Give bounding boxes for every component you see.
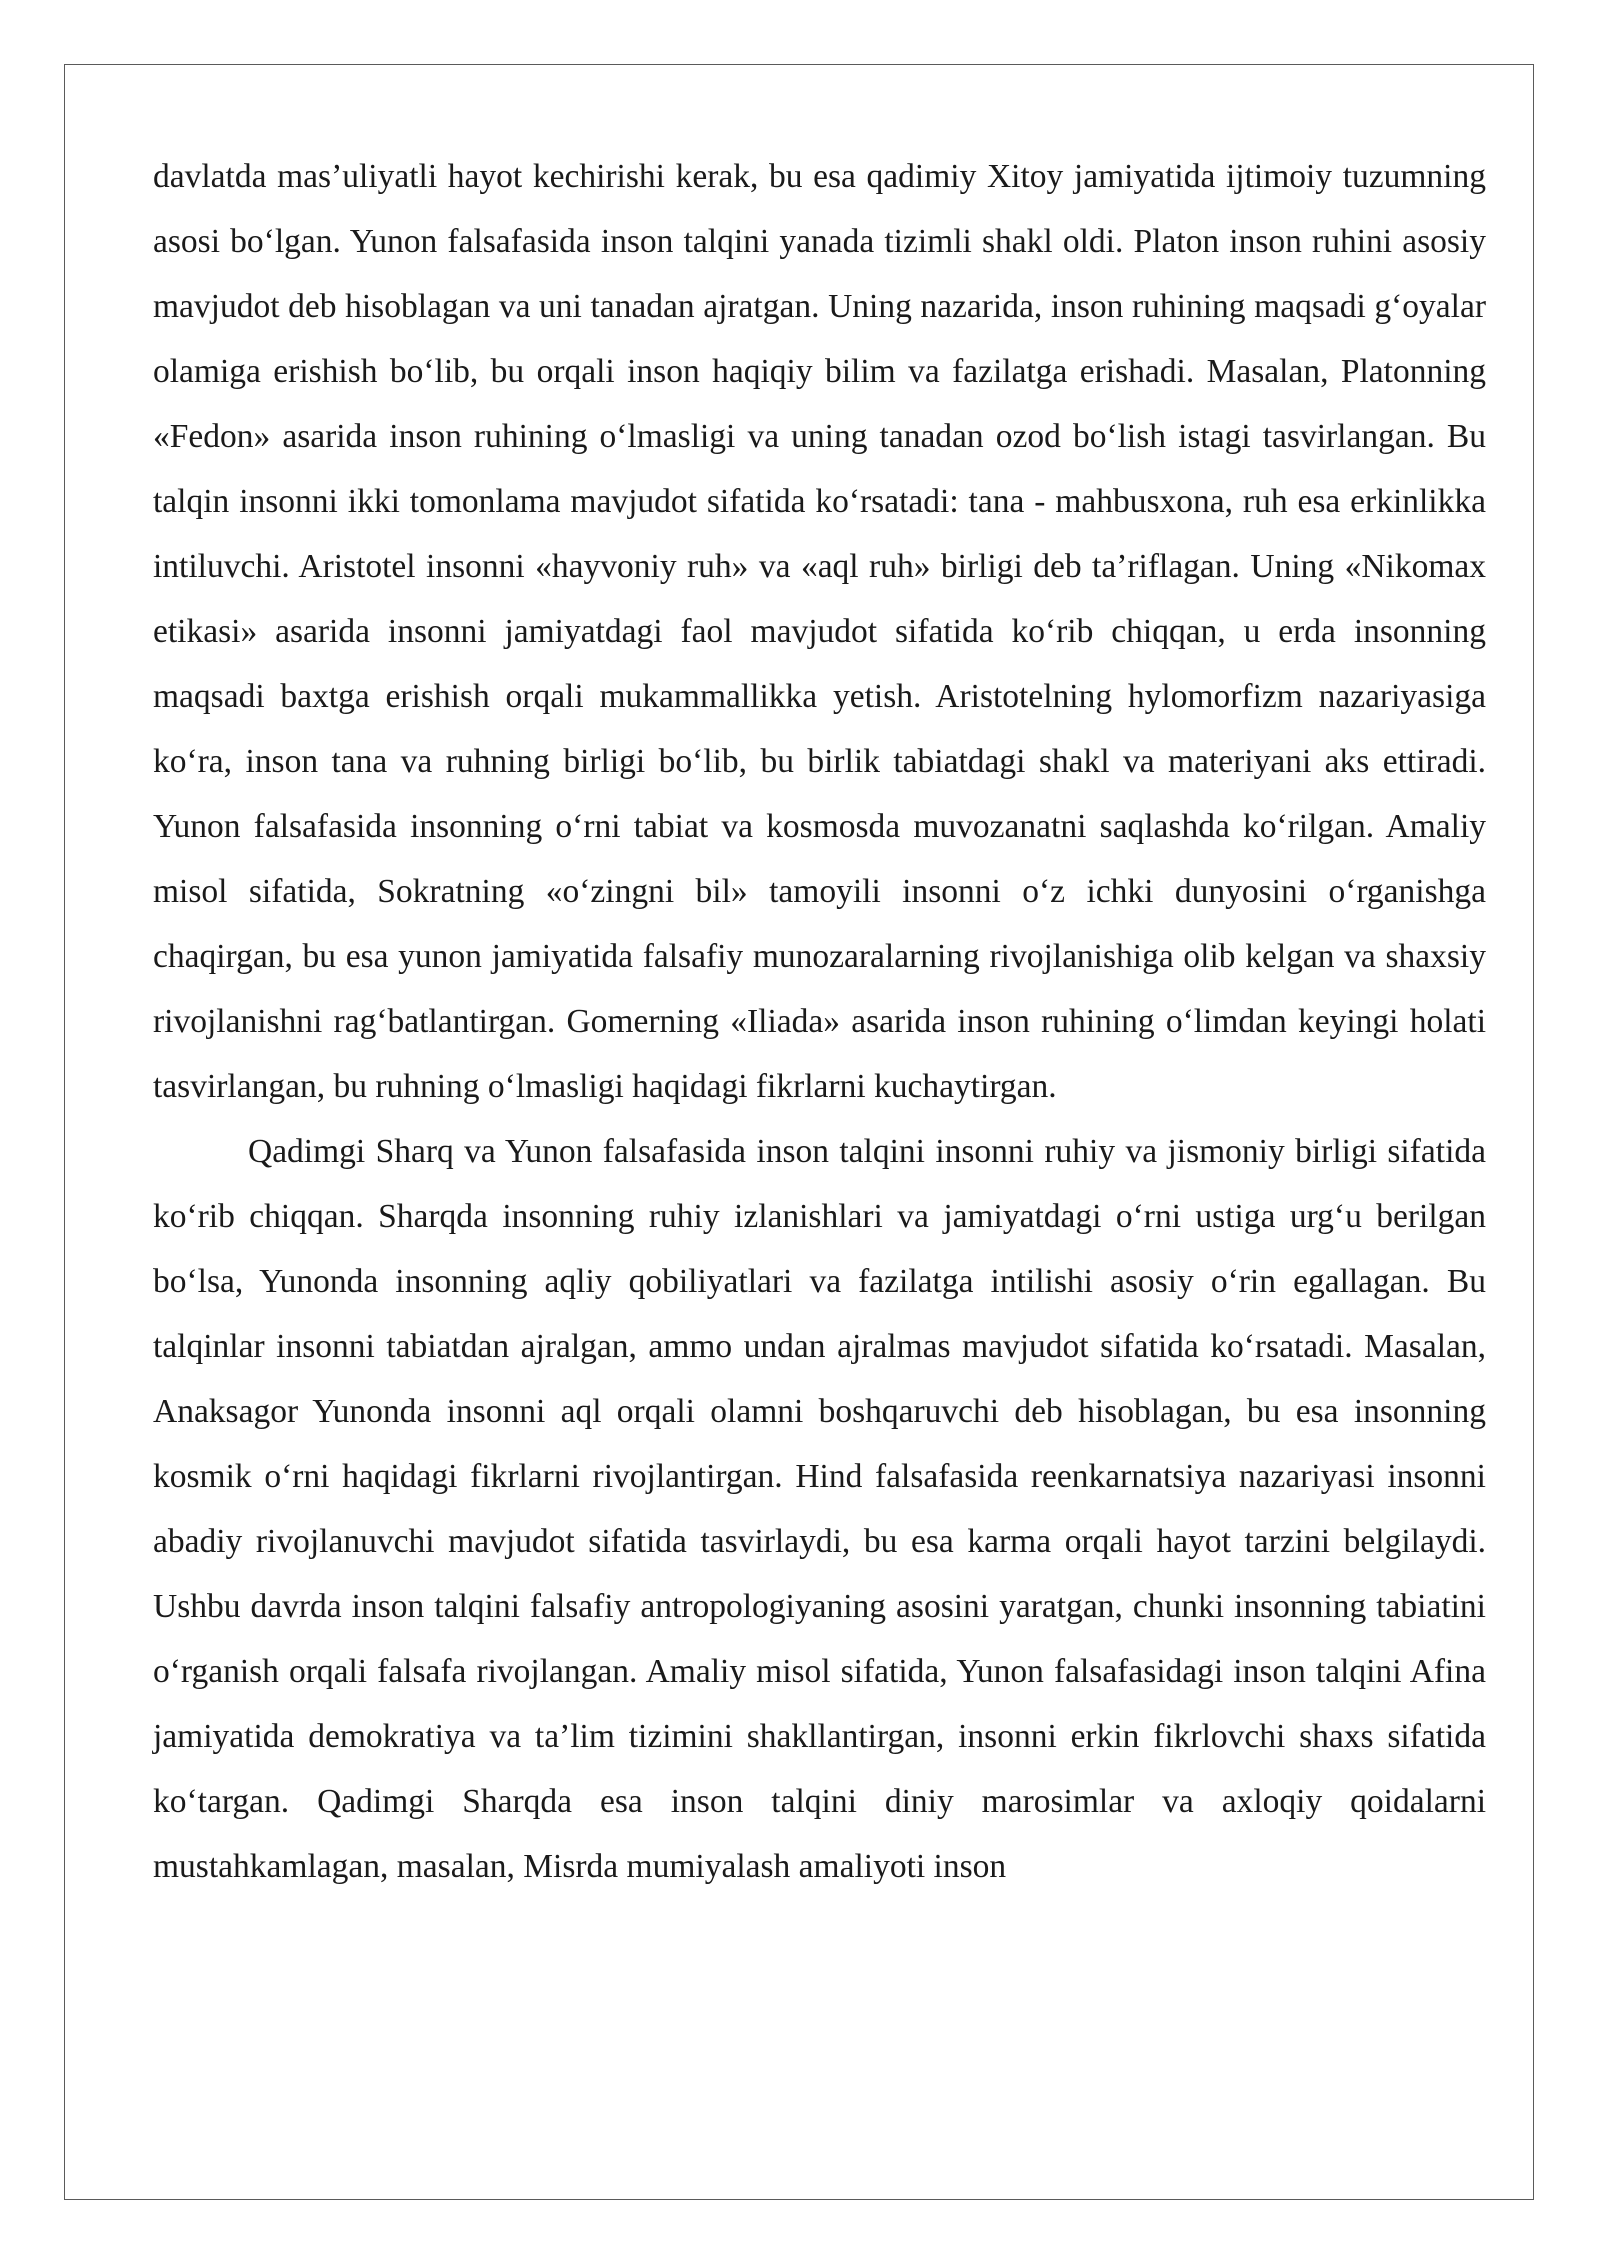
document-body [153,144,1486,1899]
paragraph-1: davlatda mas’uliyatli hayot kechirishi kerak, bu esa qadimiy Xitoy jamiyatida ijtimoiy tuzumning asosi bo‘lgan. Yunon falsafasida inson talqini yanada tizimli shakl oldi. Platon inson ruhini asosiy mavjudot deb hisoblagan va uni tanadan ajratgan. Uning nazarida, inson ruhining maqsadi g‘oyalar olamiga erishish bo‘lib, bu orqali inson haqiqiy bilim va fazilatga erishadi. Masalan, Platonning «Fedon» asarida inson ruhining o‘lmasligi va uning tanadan ozod bo‘lish istagi tasvirlangan. Bu talqin insonni ikki tomonlama mavjudot sifatida ko‘rsatadi: tana - mahbusxona, ruh esa erkinlikka intiluvchi. Aristotel insonni «hayvoniy ruh» va «aql ruh» birligi deb ta’riflagan. Uning «Nikomax etikasi» asarida insonni jamiyatdagi faol mavjudot sifatida ko‘rib chiqqan, u erda insonning maqsadi baxtga erishish orqali mukammallikka yetish. Aristotelning hylomorfizm nazariyasiga ko‘ra, inson tana va ruhning birligi bo‘lib, bu birlik tabiatdagi shakl va materiyani aks ettiradi. Yunon falsafasida insonning o‘rni tabiat va kosmosda muvozanatni saqlashda ko‘rilgan. Amaliy misol sifatida, Sokratning «o‘zingni bil» tamoyili insonni o‘z ichki dunyosini o‘rganishga chaqirgan, bu esa yunon jamiyatida falsafiy munozaralarning rivojlanishiga olib kelgan va shaxsiy rivojlanishni rag‘batlantirgan. Gomerning «Iliada» asarida inson ruhining o‘limdan keyingi holati tasvirlangan, bu ruhning o‘lmasligi haqidagi fikrlarni kuchaytirgan. [153,158,1486,1105]
paragraph-2: Qadimgi Sharq va Yunon falsafasida inson talqini insonni ruhiy va jismoniy birligi sifatida ko‘rib chiqqan. Sharqda insonning ruhiy izlanishlari va jamiyatdagi o‘rni ustiga urg‘u berilgan bo‘lsa, Yunonda insonning aqliy qobiliyatlari va fazilatga intilishi asosiy o‘rin egallagan. Bu talqinlar insonni tabiatdan ajralgan, ammo undan ajralmas mavjudot sifatida ko‘rsatadi. Masalan, Anaksagor Yunonda insonni aql orqali olamni boshqaruvchi deb hisoblagan, bu esa insonning kosmik o‘rni haqidagi fikrlarni rivojlantirgan. Hind falsafasida reenkarnatsiya nazariyasi insonni abadiy rivojlanuvchi mavjudot sifatida tasvirlaydi, bu esa karma orqali hayot tarzini belgilaydi. Ushbu davrda inson talqini falsafiy antropologiyaning asosini yaratgan, chunki insonning tabiatini o‘rganish orqali falsafa rivojlangan. Amaliy misol sifatida, Yunon falsafasidagi inson talqini Afina jamiyatida demokratiya va ta’lim tizimini shakllantirgan, insonni erkin fikrlovchi shaxs sifatida ko‘targan. Qadimgi Sharqda esa inson talqini diniy marosimlar va axloqiy qoidalarni mustahkamlagan, masalan, Misrda mumiyalash amaliyoti inson [153,1133,1486,1885]
